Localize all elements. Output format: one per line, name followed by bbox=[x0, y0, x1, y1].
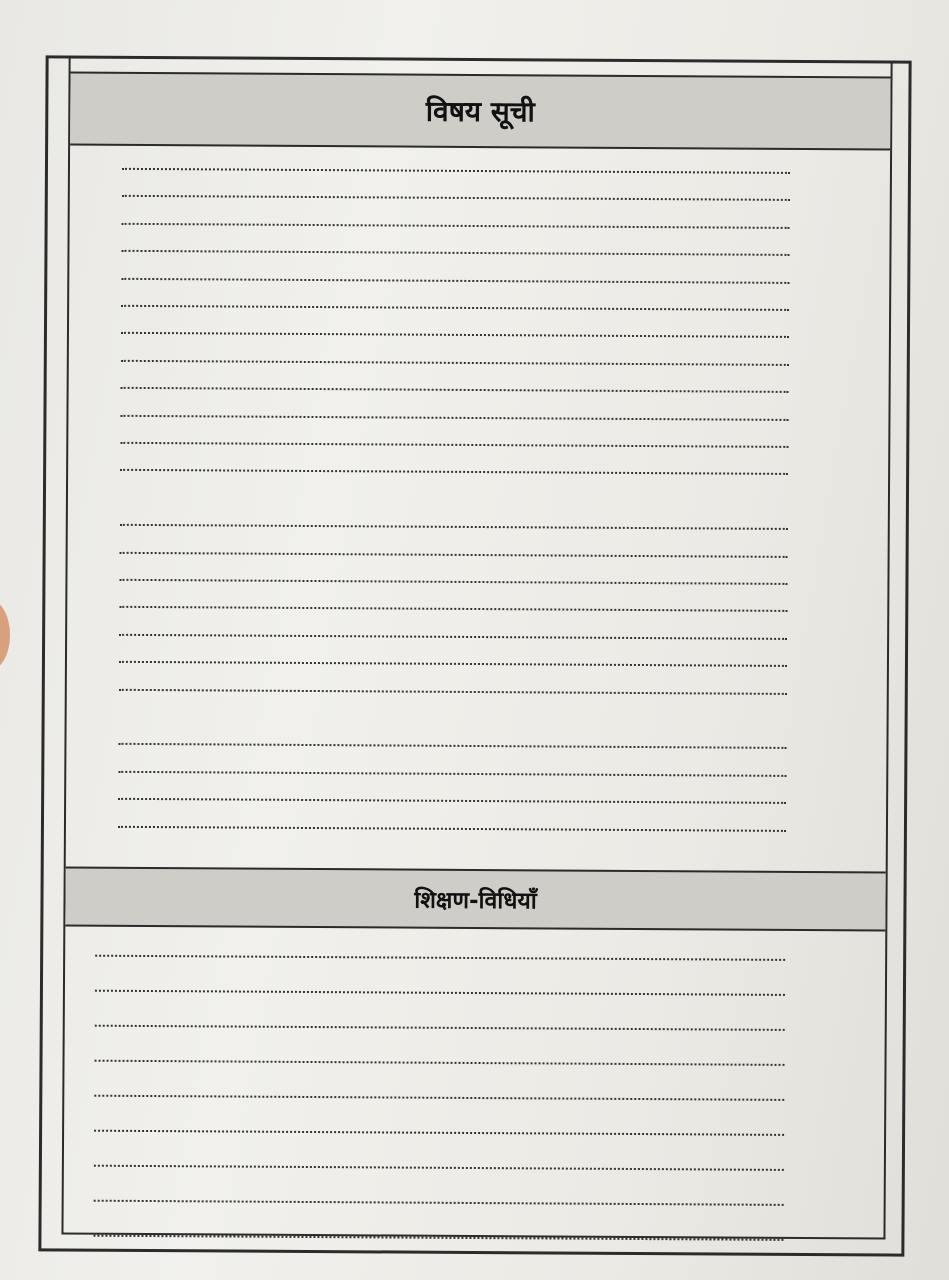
toc-row bbox=[67, 667, 887, 672]
dot-leader bbox=[122, 223, 790, 229]
dot-leader bbox=[122, 195, 790, 201]
toc-row bbox=[66, 804, 886, 809]
dot-leader bbox=[94, 1165, 784, 1171]
method-row bbox=[65, 1038, 885, 1043]
toc-row bbox=[68, 421, 888, 426]
dot-leader bbox=[121, 250, 789, 256]
toc-row bbox=[68, 448, 888, 453]
toc-row bbox=[70, 201, 890, 206]
toc-row bbox=[68, 475, 888, 480]
dot-leader bbox=[95, 1025, 785, 1031]
toc-row bbox=[68, 530, 888, 535]
dot-leader bbox=[119, 688, 787, 694]
toc-row bbox=[67, 695, 887, 700]
dot-leader bbox=[95, 955, 785, 961]
dot-leader bbox=[120, 414, 788, 420]
dot-leader bbox=[121, 305, 789, 311]
contents-inner-frame bbox=[61, 59, 892, 1240]
contents-list bbox=[71, 59, 891, 64]
method-row bbox=[65, 1003, 885, 1008]
dot-leader bbox=[94, 1200, 784, 1206]
section-title: शिक्षण-विधियाँ bbox=[65, 867, 885, 932]
toc-row bbox=[70, 229, 890, 234]
dot-leader bbox=[119, 606, 787, 612]
toc-row bbox=[67, 640, 887, 645]
dot-leader bbox=[120, 551, 788, 557]
dot-leader bbox=[121, 277, 789, 283]
page-title: विषय सूची bbox=[70, 72, 890, 151]
dot-leader bbox=[122, 168, 790, 174]
dot-leader bbox=[94, 1095, 784, 1101]
contents-frame bbox=[38, 55, 911, 1256]
dot-leader bbox=[120, 469, 788, 475]
dot-leader bbox=[119, 579, 787, 585]
method-row bbox=[65, 933, 885, 938]
toc-row bbox=[67, 612, 887, 617]
toc-row bbox=[66, 749, 886, 754]
dot-leader bbox=[119, 634, 787, 640]
dot-leader bbox=[120, 442, 788, 448]
dot-leader bbox=[118, 771, 786, 777]
dot-leader bbox=[118, 743, 786, 749]
toc-row bbox=[70, 174, 890, 179]
dot-leader bbox=[121, 387, 789, 393]
toc-row bbox=[69, 256, 889, 261]
dot-leader bbox=[94, 1130, 784, 1136]
method-row bbox=[64, 1107, 884, 1112]
method-row bbox=[65, 968, 885, 973]
toc-row bbox=[67, 585, 887, 590]
dot-leader bbox=[95, 1060, 785, 1066]
method-row bbox=[64, 1072, 884, 1077]
dot-leader bbox=[118, 798, 786, 804]
dot-leader bbox=[93, 1235, 783, 1241]
methods-list bbox=[71, 59, 891, 64]
dot-leader bbox=[121, 360, 789, 366]
toc-row bbox=[69, 366, 889, 371]
dot-leader bbox=[121, 332, 789, 338]
method-row bbox=[64, 1212, 884, 1217]
dot-leader bbox=[119, 661, 787, 667]
toc-row bbox=[69, 338, 889, 343]
dot-leader bbox=[95, 990, 785, 996]
toc-row bbox=[68, 558, 888, 563]
method-row bbox=[64, 1142, 884, 1147]
dot-leader bbox=[118, 825, 786, 831]
toc-row bbox=[69, 284, 889, 289]
toc-row bbox=[69, 311, 889, 316]
toc-row bbox=[66, 777, 886, 782]
method-row bbox=[64, 1177, 884, 1182]
thumb bbox=[0, 600, 10, 670]
dot-leader bbox=[120, 524, 788, 530]
toc-row bbox=[69, 393, 889, 398]
